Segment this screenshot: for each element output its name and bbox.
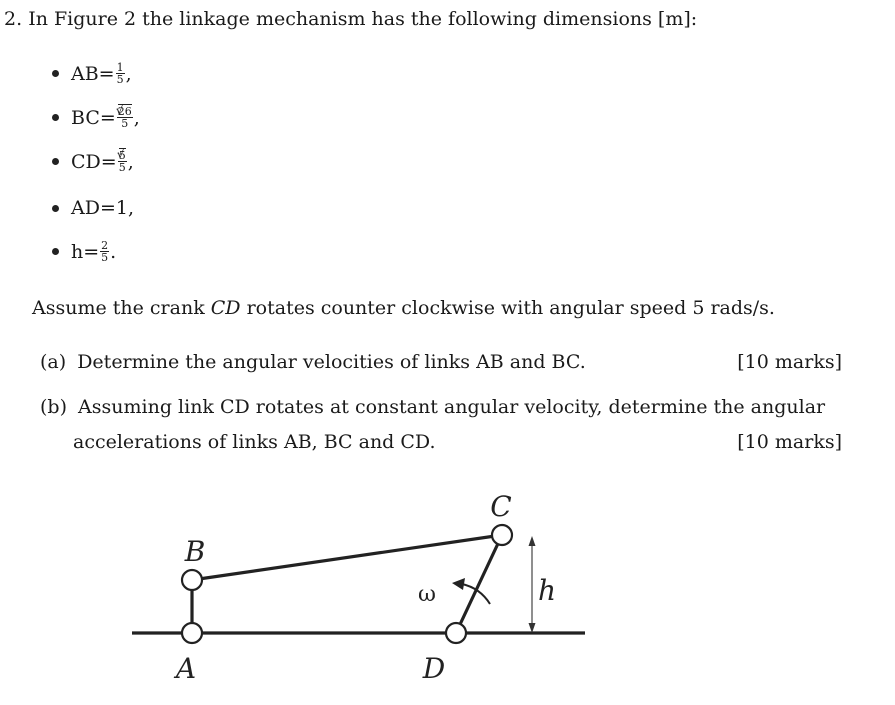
- fraction-denominator: 5: [116, 73, 124, 86]
- part-text: Assuming link CD rotates at constant angular velocity, determine the angular: [78, 396, 826, 418]
- question-number: 2.: [4, 8, 23, 30]
- dimension-suffix: ,: [125, 62, 132, 85]
- dimension-suffix: .: [110, 240, 117, 263]
- dimension-label: AB=: [71, 62, 115, 85]
- label-h: h: [537, 574, 557, 607]
- label-b: B: [184, 535, 206, 568]
- part-b-continued: accelerations of links AB, BC and CD.: [73, 431, 436, 453]
- assumption-before: Assume the crank: [32, 297, 211, 319]
- joint-c: [492, 525, 512, 545]
- part-tag: (b): [40, 396, 67, 418]
- link-bc: [192, 535, 502, 580]
- assumption-after: rotates counter clockwise with angular speed 5 rads/s.: [240, 297, 775, 319]
- label-a: A: [175, 652, 197, 685]
- part-b-marks: [10 marks]: [737, 431, 842, 453]
- question-intro: In Figure 2 the linkage mechanism has the following dimensions [m]:: [28, 8, 698, 30]
- assumption-link: CD: [210, 297, 241, 319]
- dimension-suffix: ,: [133, 106, 140, 129]
- part-tag: (a): [40, 351, 67, 373]
- dimension-label: BC=: [71, 106, 116, 129]
- fraction-numerator: 1: [116, 61, 124, 74]
- label-d: D: [422, 652, 446, 685]
- dimension-label: CD=: [71, 150, 117, 173]
- label-omega: ω: [418, 582, 436, 607]
- rotation-arrowhead-icon: [452, 578, 465, 590]
- part-a-marks: [10 marks]: [737, 351, 842, 373]
- joint-b: [182, 570, 202, 590]
- height-arrow-top-icon: [529, 536, 536, 546]
- label-c: C: [490, 490, 512, 523]
- joint-a: [182, 623, 202, 643]
- fraction-denominator: 5: [118, 161, 126, 174]
- fraction-denominator: 5: [121, 117, 129, 130]
- sqrt-radicand: 26: [117, 105, 132, 118]
- dimension-label: AD=1,: [71, 197, 135, 219]
- sqrt-radicand: 5: [118, 149, 126, 162]
- fraction-denominator: 5: [101, 251, 109, 264]
- joint-d: [446, 623, 466, 643]
- dimension-suffix: ,: [127, 150, 134, 173]
- dimension-label: h=: [71, 240, 100, 263]
- part-text: Determine the angular velocities of links AB and BC.: [77, 351, 586, 373]
- fraction-numerator: 2: [101, 239, 109, 252]
